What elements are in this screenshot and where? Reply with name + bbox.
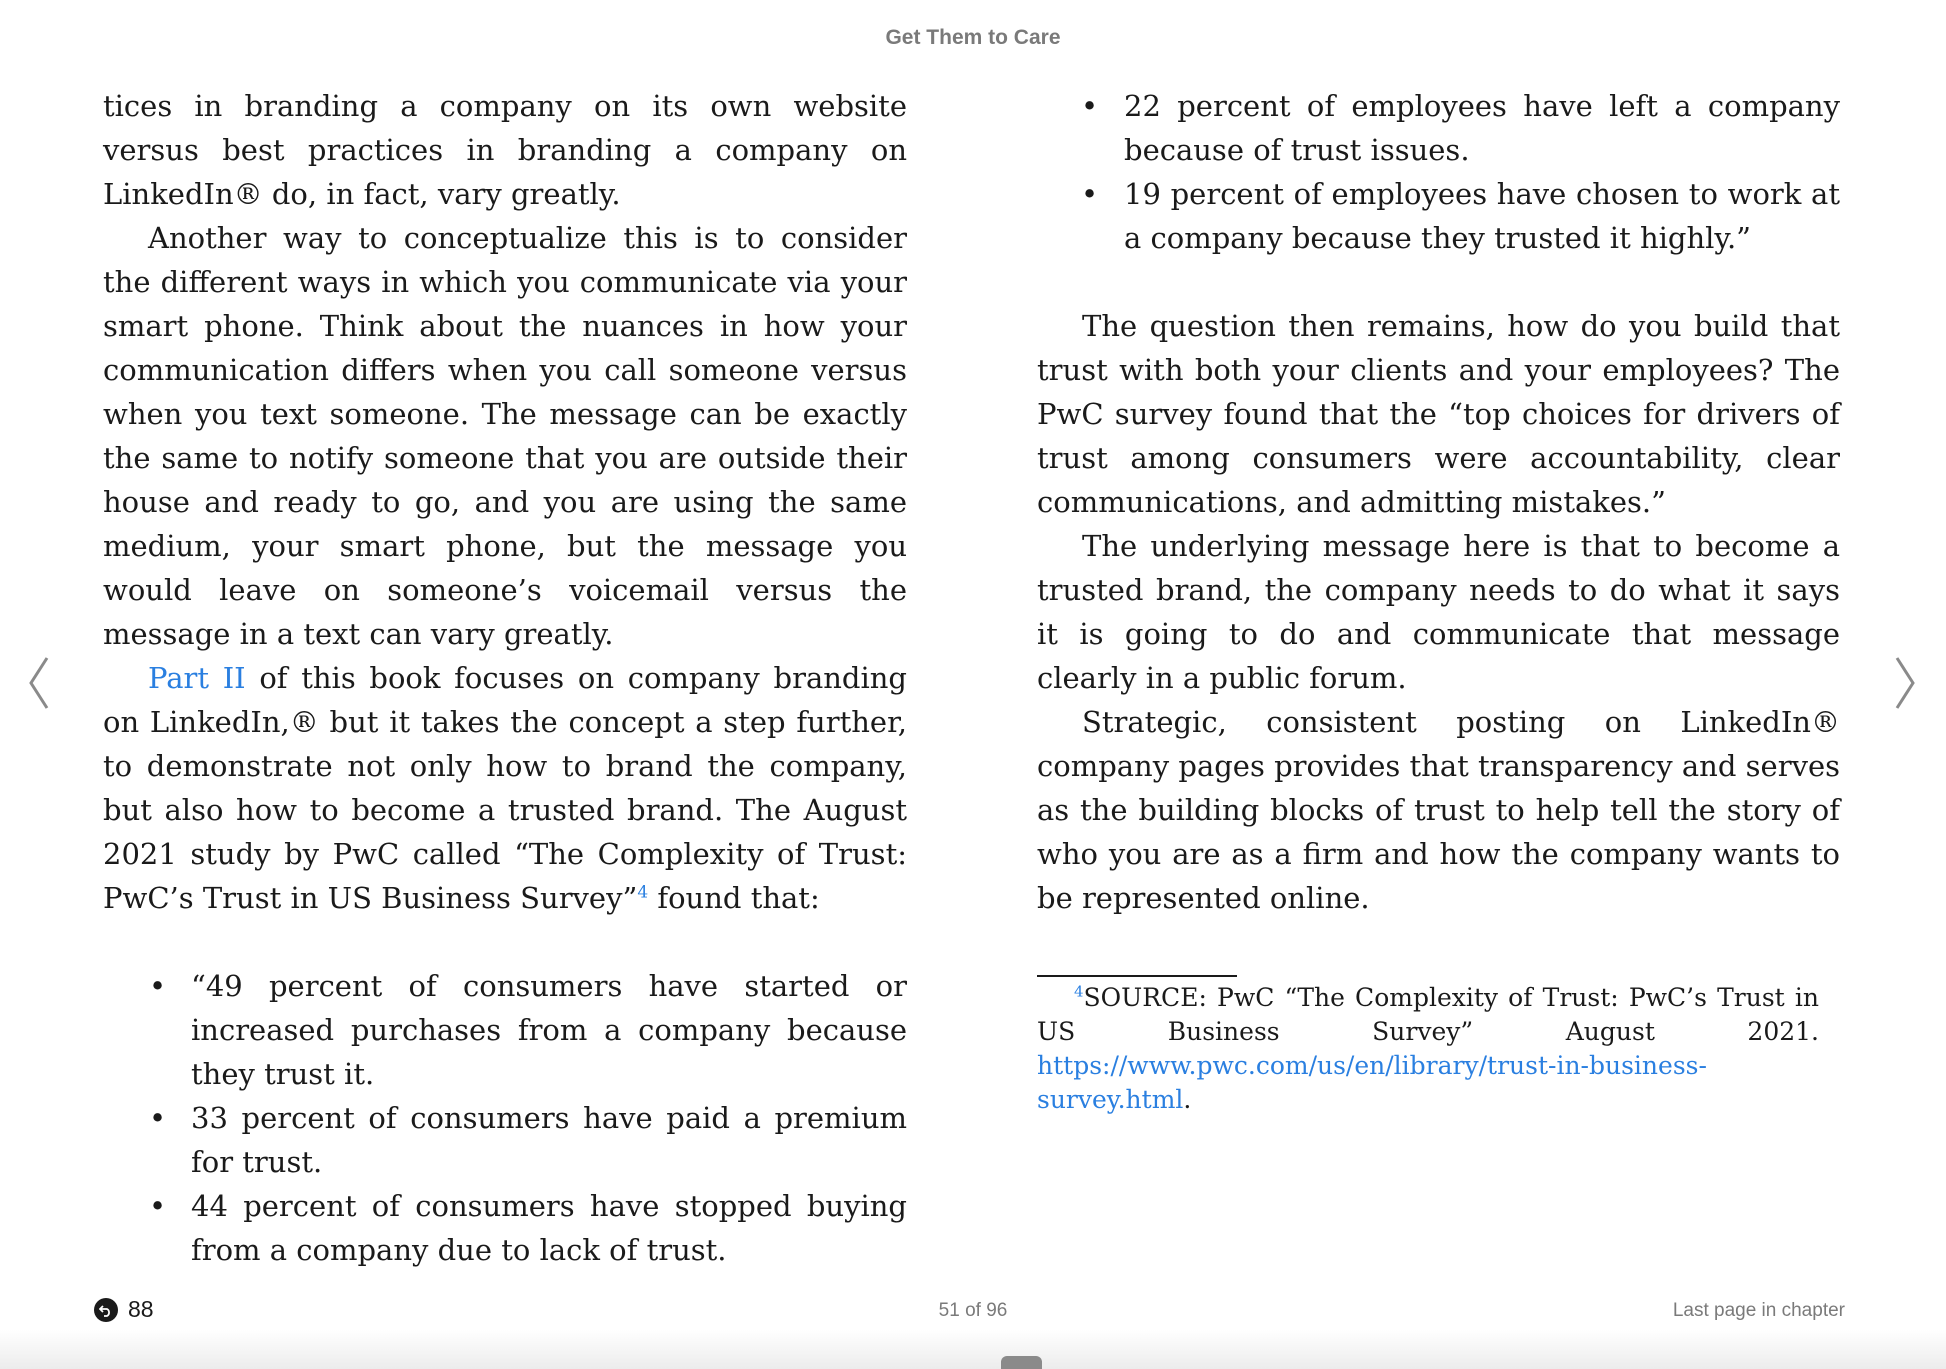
- paragraph-text: found that:: [648, 881, 820, 915]
- paragraph: Strategic, consistent posting on LinkedIn® company pages provides that transparency and serves as the building blocks of trust to help tell the story of who you are as a firm and how the company wants to be represented online.: [1037, 705, 1840, 915]
- paragraph: The underlying message here is that to become a trusted brand, the company needs to do what it says it is going to do and communicate that message clearly in a public forum.: [1037, 529, 1840, 695]
- list-item: • “49 percent of consumers have started or increased purchases from a company because they trust it.: [103, 964, 907, 1096]
- chevron-left-icon: [27, 656, 51, 710]
- chapter-title: Get Them to Care: [885, 26, 1061, 49]
- bullet-list: [1037, 84, 1840, 260]
- paragraph: Another way to conceptualize this is to consider the different ways in which you communicate via your smart phone. Think about the nuances in how your communication differs when you call someone versus when you text someone. The message can be exactly the same to notify someone that you are outside their house and ready to go, and you are using the same medium, your smart phone, but the message you would leave on someone’s voicemail versus the message in a text can vary greatly.: [103, 221, 907, 651]
- paragraph-text: of this book focuses on company branding on LinkedIn,® but it takes the concept a step further, to demonstrate not only how to brand the company, but also how to become a trusted brand. The August 2021 study by PwC called “The Complexity of Trust: PwC’s Trust in US Business Survey”: [103, 661, 907, 915]
- bullet-list: [103, 964, 907, 1272]
- footnote: [1037, 981, 1819, 1117]
- footnote-marker: 4: [1074, 982, 1084, 1001]
- paragraph: The question then remains, how do you build that trust with both your clients and your employees? The PwC survey found that the “top choices for drivers of trust among consumers were accountability, clear communications, and admitting mistakes.”: [1037, 309, 1840, 519]
- previous-page-button[interactable]: [19, 656, 59, 716]
- chevron-right-icon: [1893, 656, 1917, 710]
- page-position: 51 of 96: [938, 1300, 1008, 1321]
- list-item: • 22 percent of employees have left a company because of trust issues.: [1037, 84, 1840, 172]
- list-item: • 44 percent of consumers have stopped buying from a company due to lack of trust.: [103, 1184, 907, 1272]
- chapter-status: Last page in chapter: [1672, 1300, 1845, 1321]
- list-item: • 19 percent of employees have chosen to work at a company because they trusted it highly.”: [1037, 172, 1840, 260]
- paragraph: tices in branding a company on its own website versus best practices in branding a company on LinkedIn® do, in fact, vary greatly.: [103, 89, 907, 211]
- back-page-number: 88: [128, 1296, 154, 1322]
- left-page: [103, 84, 907, 1272]
- footnote-source-link[interactable]: https://www.pwc.com/us/en/library/trust-in-business-survey.html: [1037, 1051, 1707, 1114]
- footnote-text: .: [1183, 1085, 1192, 1114]
- next-page-button[interactable]: [1885, 656, 1925, 716]
- paragraph: [103, 656, 907, 920]
- page-scrubber-handle[interactable]: [1001, 1356, 1042, 1369]
- footnote-reference-link[interactable]: 4: [637, 882, 649, 903]
- part-ii-link[interactable]: Part II: [148, 661, 246, 695]
- right-page: [1037, 84, 1840, 920]
- list-item: • 33 percent of consumers have paid a premium for trust.: [103, 1096, 907, 1184]
- footnote-text: SOURCE: PwC “The Complexity of Trust: PwC’s Trust in US Business Survey” August 2021.: [1037, 983, 1819, 1046]
- page-scrubber-bar: [0, 1330, 1946, 1369]
- footnote-divider: [1037, 975, 1237, 977]
